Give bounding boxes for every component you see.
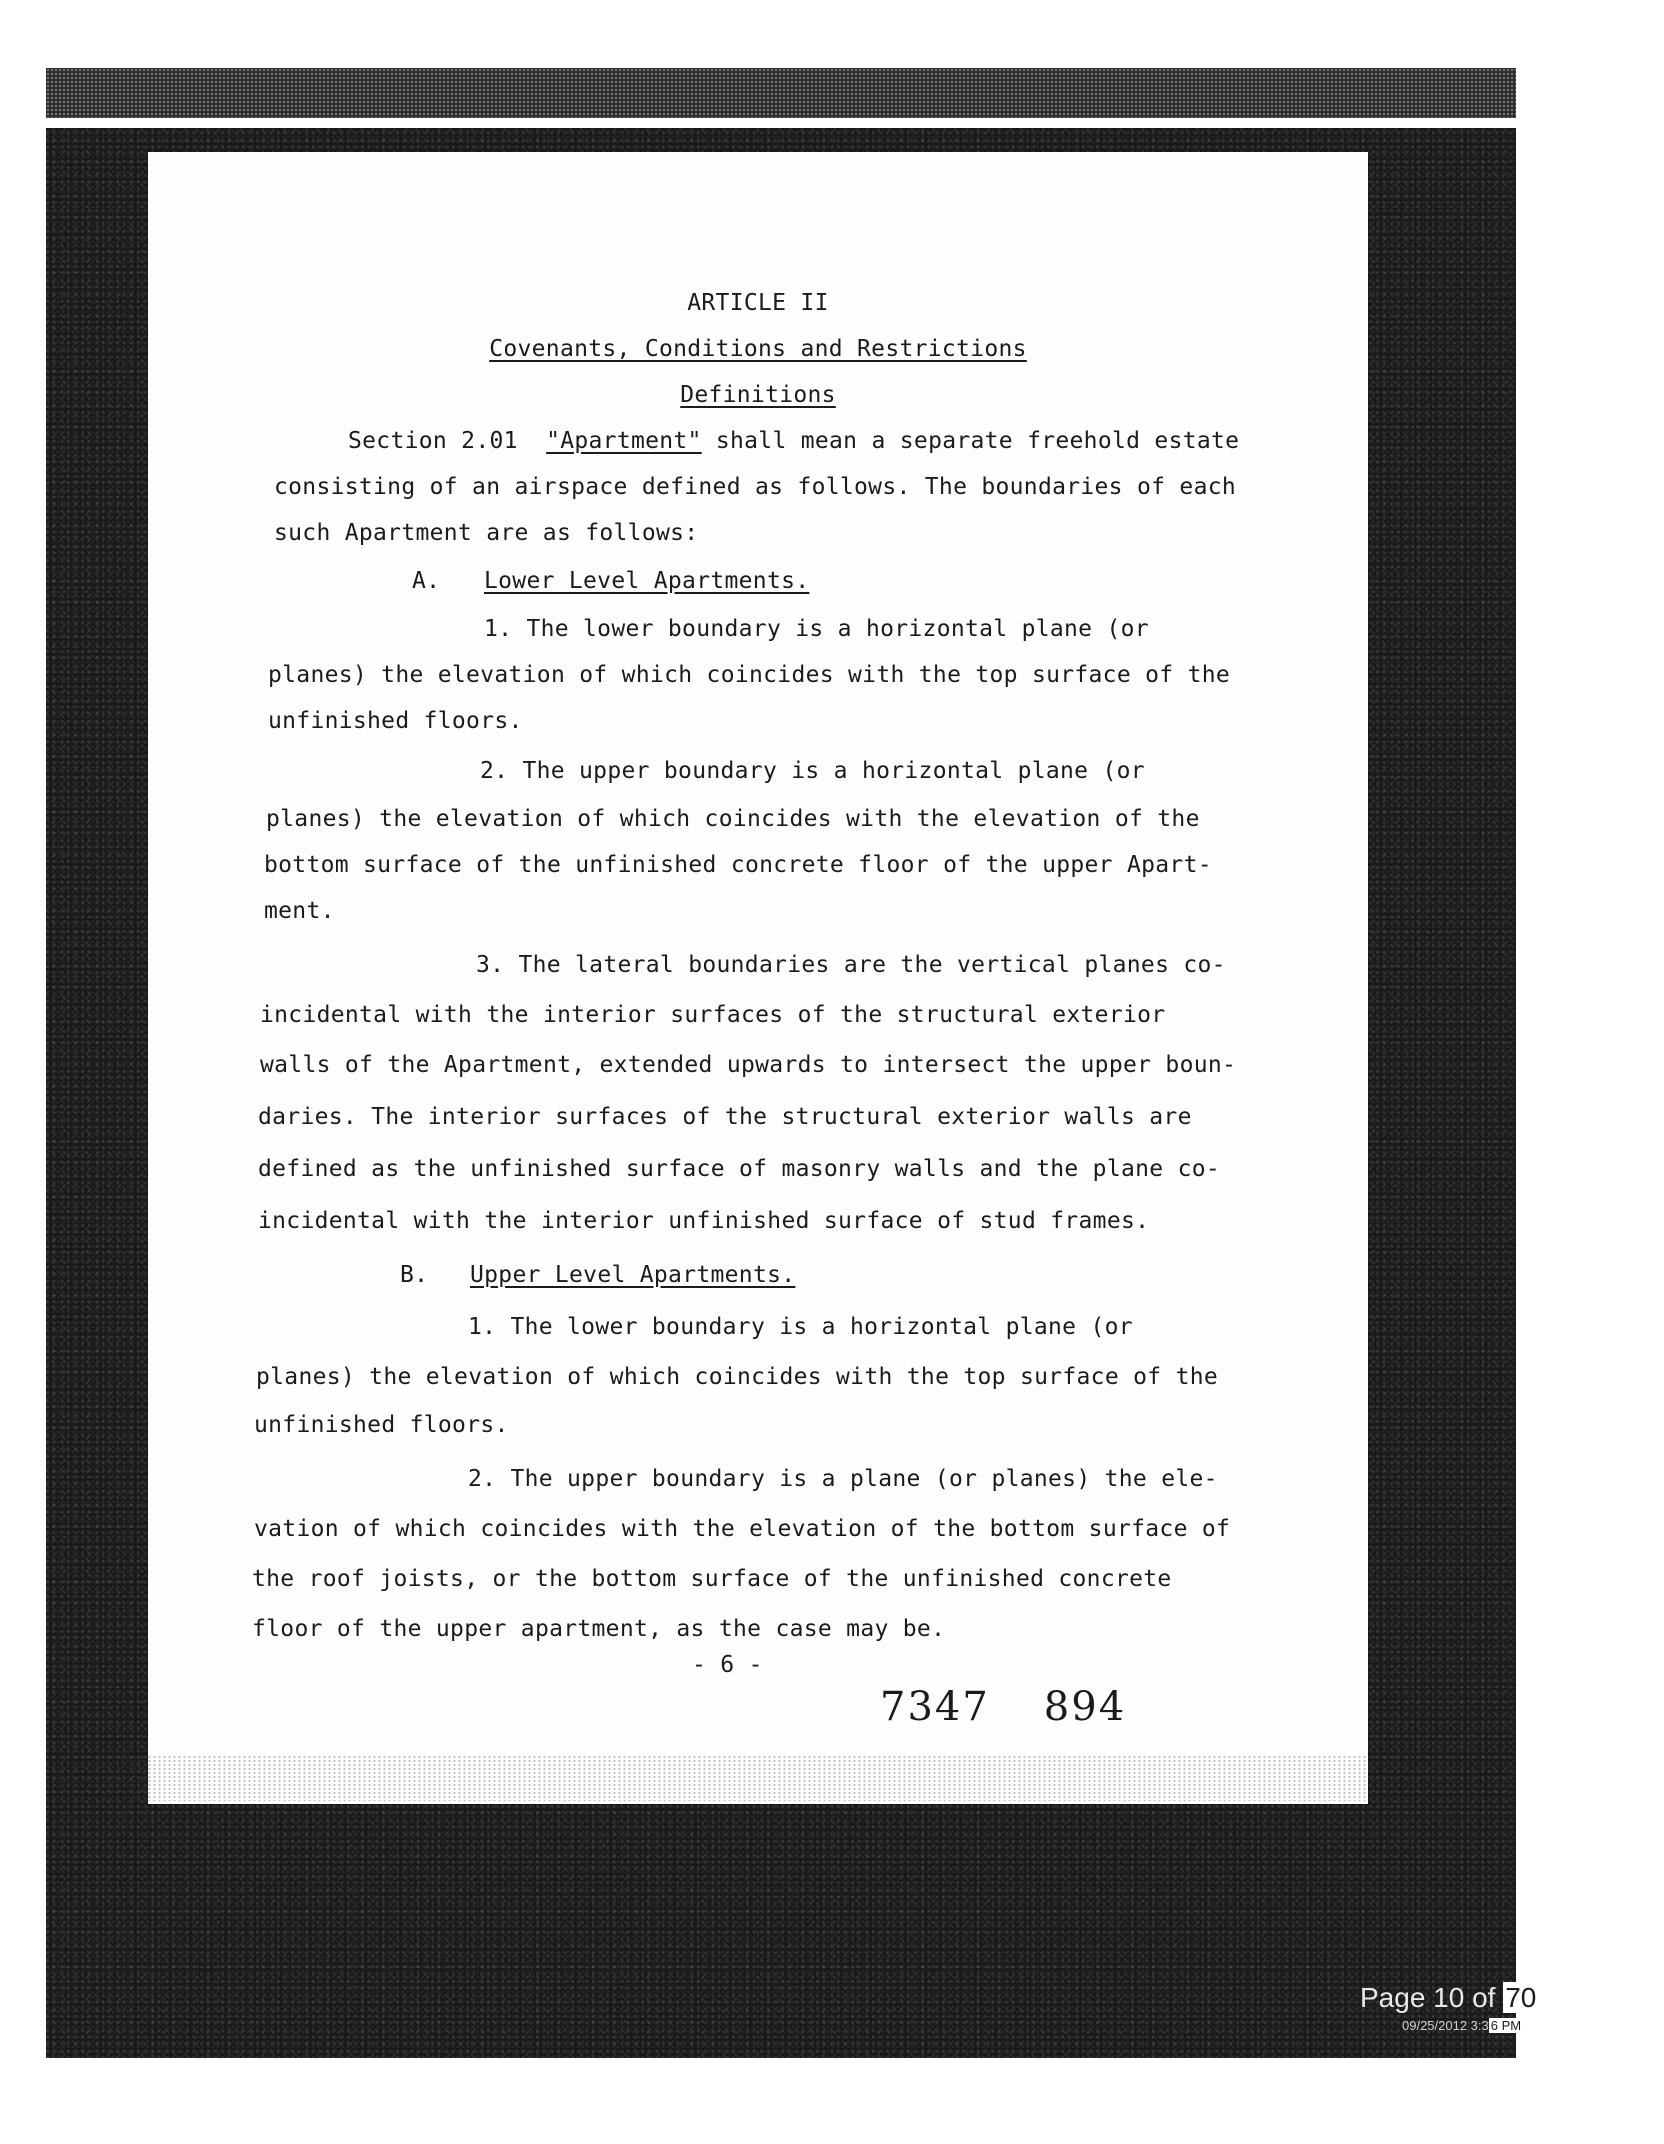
part-a-item1-line: unfinished floors.	[268, 708, 523, 734]
section-label: Section 2.01	[348, 428, 518, 454]
part-b-heading: Upper Level Apartments.	[470, 1262, 796, 1288]
footer-date-text: 09/25/2012 3:3	[1402, 2018, 1489, 2033]
scan-top-band	[46, 68, 1516, 118]
page-marker: - 6 -	[692, 1652, 763, 1678]
part-a-item1-line: planes) the elevation of which coincides with the top surface of the	[268, 662, 1231, 688]
recording-book: 7347	[880, 1684, 990, 1730]
footer-page-total: 70	[1505, 1982, 1537, 2013]
part-a-item3-line: walls of the Apartment, extended upwards to intersect the upper boun-	[260, 1052, 1237, 1078]
footer-page-count	[1360, 1982, 1538, 2014]
section-line-1-rest: shall mean a separate freehold estate	[715, 428, 1240, 454]
part-a-item2-line: planes) the elevation of which coincides with the elevation of the	[266, 806, 1200, 832]
part-b-item1-line: planes) the elevation of which coincides with the top surface of the	[256, 1364, 1219, 1390]
part-a-item2-line: bottom surface of the unfinished concrete floor of the upper Apart-	[264, 852, 1212, 878]
part-a-item2-line: 2. The upper boundary is a horizontal plane (or	[480, 758, 1145, 784]
part-a-item3-line: 3. The lateral boundaries are the vertical planes co-	[476, 952, 1226, 978]
footer-page-label: Page 10 of	[1360, 1982, 1496, 2013]
part-b-letter: B.	[400, 1262, 429, 1288]
definitions-heading: Definitions	[680, 382, 836, 408]
part-a-item1-line: 1. The lower boundary is a horizontal plane (or	[484, 616, 1149, 642]
part-a-item3-line: incidental with the interior unfinished surface of stud frames.	[258, 1208, 1150, 1234]
scan-noise-strip	[132, 1755, 1368, 1801]
section-line-2: consisting of an airspace defined as follows. The boundaries of each	[274, 474, 1237, 500]
part-b-item1-line: 1. The lower boundary is a horizontal plane (or	[468, 1314, 1133, 1340]
footer-date-pm: 6 PM	[1490, 2018, 1522, 2033]
part-b-item1-line: unfinished floors.	[254, 1412, 509, 1438]
part-b-item2-line: 2. The upper boundary is a plane (or planes) the ele-	[468, 1466, 1218, 1492]
article-title: Covenants, Conditions and Restrictions	[489, 336, 1027, 362]
part-b-item2-line: floor of the upper apartment, as the case may be.	[252, 1616, 946, 1642]
section-line-3: such Apartment are as follows:	[274, 520, 699, 546]
part-b-item2-line: the roof joists, or the bottom surface of the unfinished concrete	[252, 1566, 1172, 1592]
recording-page: 894	[1043, 1684, 1127, 1730]
part-a-item3-line: daries. The interior surfaces of the structural exterior walls are	[258, 1104, 1192, 1130]
part-a-item3-line: incidental with the interior surfaces of the structural exterior	[260, 1002, 1166, 1028]
article-heading: ARTICLE II	[687, 290, 829, 316]
part-a-item3-line: defined as the unfinished surface of masonry walls and the plane co-	[258, 1156, 1221, 1182]
part-a-letter: A.	[412, 568, 441, 594]
section-term: "Apartment"	[546, 428, 702, 454]
part-b-item2-line: vation of which coincides with the elevation of the bottom surface of	[254, 1516, 1231, 1542]
scan-white-gap	[46, 118, 1516, 128]
recording-number	[880, 1684, 1180, 1730]
part-a-item2-line: ment.	[264, 898, 335, 924]
part-a-heading: Lower Level Apartments.	[484, 568, 810, 594]
section-line-1	[348, 428, 1239, 454]
footer-date	[1402, 2018, 1523, 2033]
